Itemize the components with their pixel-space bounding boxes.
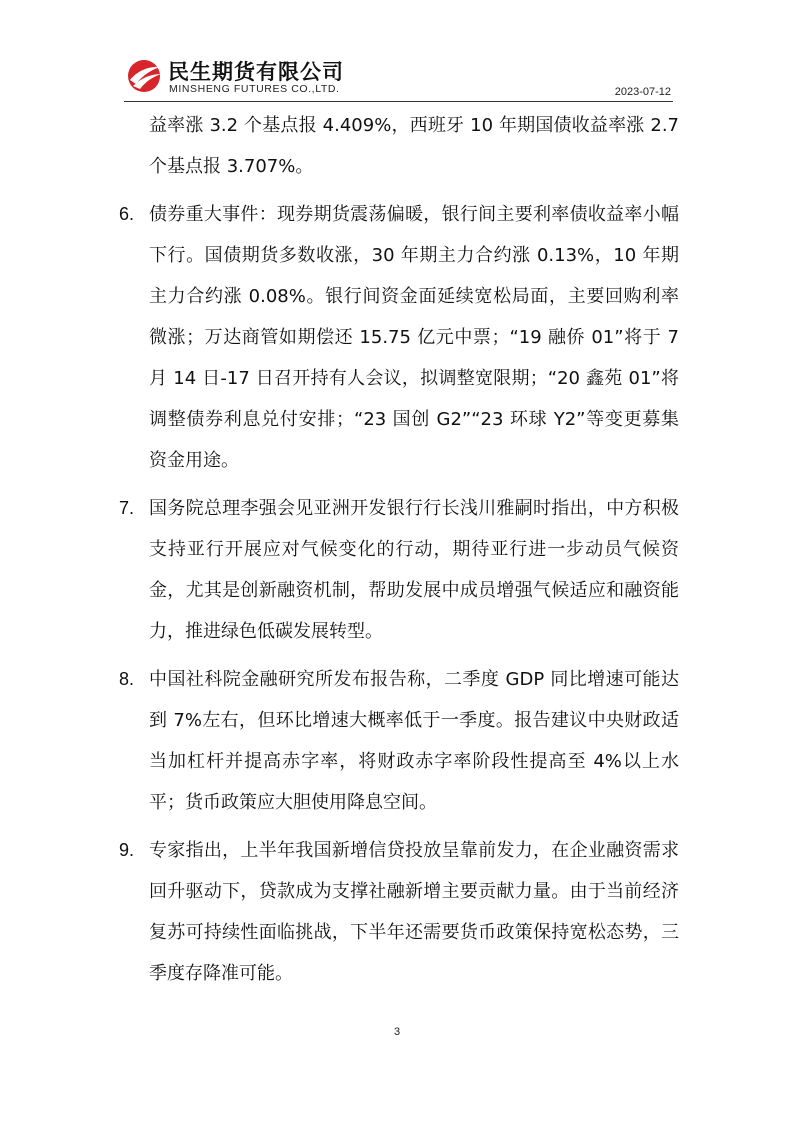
minsheng-logo-icon <box>124 58 164 94</box>
report-date: 2023-07-12 <box>614 86 671 98</box>
page-header <box>124 52 673 102</box>
list-item-9 <box>119 830 679 994</box>
list-item-6 <box>119 194 679 481</box>
list-item-text: 中国社科院金融研究所发布报告称，二季度 GDP 同比增速可能达到 7%左右，但环比增速大概率低于一季度。报告建议中央财政适当加杠杆并提高赤字率，将财政赤字率阶段性提高至 4%以上水平；货币政策应大胆使用降息空间。 <box>149 669 679 813</box>
header-divider <box>124 101 673 102</box>
continued-paragraph: 益率涨 3.2 个基点报 4.409%，西班牙 10 年期国债收益率涨 2.7 个基点报 3.707%。 <box>149 115 679 177</box>
page-number: 3 <box>393 1026 401 1038</box>
list-item-text: 债券重大事件：现券期货震荡偏暖，银行间主要利率债收益率小幅下行。国债期货多数收涨，30 年期主力合约涨 0.13%，10 年期主力合约涨 0.08%。银行间资金面延续宽松局面，主要回购利率微涨；万达商管如期偿还 15.75 亿元中票；“19 融侨 01”将于 7 月 14 日-17 日召开持有人会议，拟调整宽限期；“20 鑫苑 01”将调整债券利息兑付安排；“23 国创 G2”“23 环球 Y2”等变更募集资金用途。 <box>149 204 679 471</box>
list-item-number: 6. <box>119 204 135 224</box>
list-item-8 <box>119 659 679 823</box>
list-item-7 <box>119 488 679 652</box>
company-name-en: MINSHENG FUTURES CO.,LTD. <box>169 83 340 95</box>
list-item-number: 8. <box>119 669 135 689</box>
list-item-text: 国务院总理李强会见亚洲开发银行行长浅川雅嗣时指出，中方积极支持亚行开展应对气候变化的行动，期待亚行进一步动员气候资金，尤其是创新融资机制，帮助发展中成员增强气候适应和融资能力，推进绿色低碳发展转型。 <box>149 498 679 642</box>
list-item-number: 7. <box>119 498 135 518</box>
list-item-number: 9. <box>119 840 135 860</box>
company-name-cn: 民生期货有限公司 <box>168 60 344 84</box>
page-body <box>0 105 794 994</box>
list-item-text: 专家指出，上半年我国新增信贷投放呈靠前发力，在企业融资需求回升驱动下，贷款成为支撑社融新增主要贡献力量。由于当前经济复苏可持续性面临挑战，下半年还需要货币政策保持宽松态势，三季度存降准可能。 <box>149 840 679 984</box>
